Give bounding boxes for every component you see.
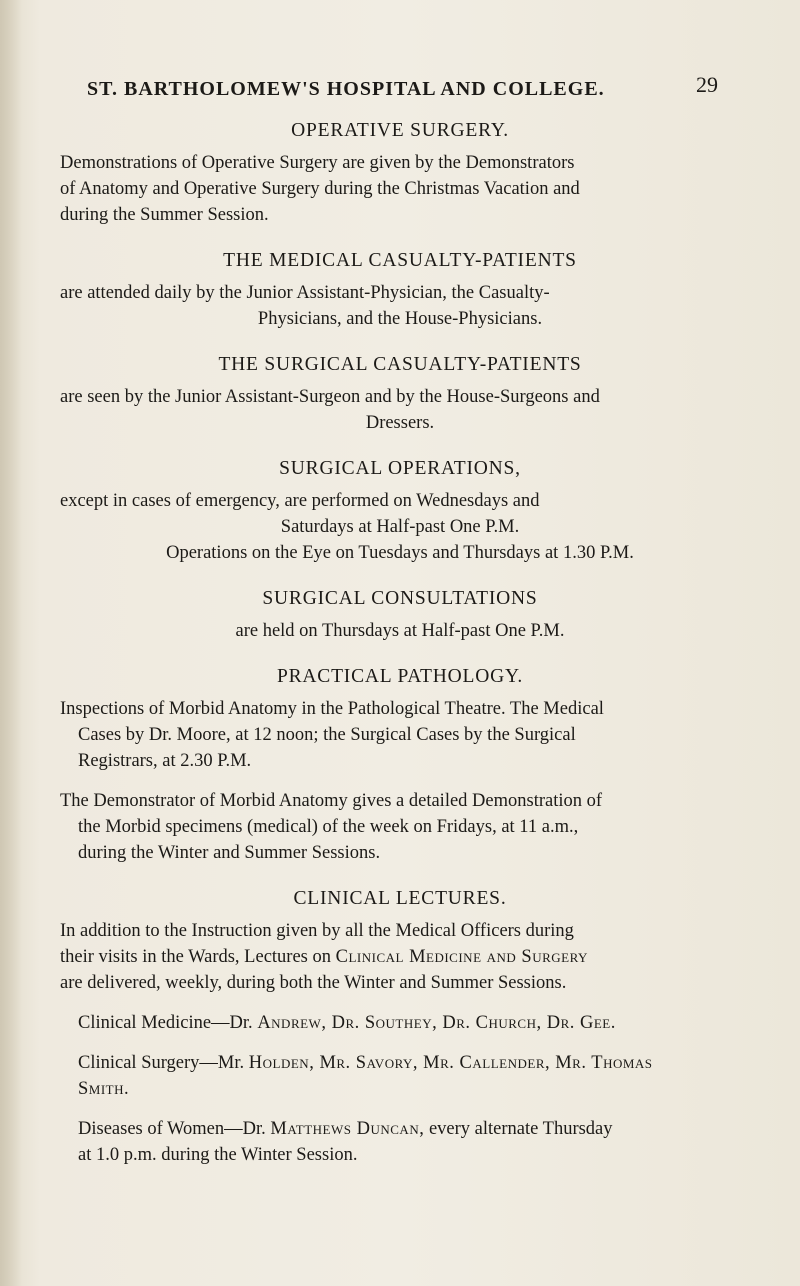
clinical-surgery-line-1 — [60, 1050, 740, 1076]
clinical-lectures-subjects: Clinical Medicine and Surgery — [335, 947, 588, 967]
pathology-p2-line-3: during the Winter and Summer Sessions. — [78, 843, 381, 863]
page-edge-shadow — [0, 0, 22, 1286]
heading-surgical-consultations: SURGICAL CONSULTATIONS — [262, 588, 538, 609]
page-body — [60, 118, 740, 1168]
operative-line-2: of Anatomy and Operative Surgery during the Christmas Vacation and — [60, 179, 580, 199]
heading-clinical-lectures: CLINICAL LECTURES. — [293, 888, 507, 909]
clinical-medicine-label: Clinical Medicine—Dr. — [78, 1013, 253, 1033]
operative-line-1: Demonstrations of Operative Surgery are given by the Demonstrators — [60, 153, 575, 173]
surgical-consultations-line-1: are held on Thursdays at Half-past One P.M. — [235, 621, 565, 641]
diseases-women-line-1 — [60, 1116, 740, 1142]
pathology-p1-line-3: Registrars, at 2.30 P.M. — [78, 751, 252, 771]
medical-casualty-line-2: Physicians, and the House-Physicians. — [257, 309, 543, 329]
clinical-surgery-names: Holden, Mr. Savory, Mr. Callender, Mr. Thomas — [248, 1053, 653, 1073]
clinical-lectures-line-1: In addition to the Instruction given by all the Medical Officers during — [60, 921, 574, 941]
pathology-p1-line-1: Inspections of Morbid Anatomy in the Pathological Theatre. The Medical — [60, 699, 604, 719]
clinical-surgery-names-cont: Smith. — [78, 1079, 130, 1099]
eye-operations-line: Operations on the Eye on Tuesdays and Thursdays at 1.30 P.M. — [166, 543, 634, 563]
clinical-lectures-line-3: are delivered, weekly, during both the Winter and Summer Sessions. — [60, 973, 567, 993]
pathology-p2-line-2: the Morbid specimens (medical) of the week on Fridays, at 11 a.m., — [78, 817, 579, 837]
heading-practical-pathology: PRACTICAL PATHOLOGY. — [276, 666, 524, 687]
diseases-women-label: Diseases of Women—Dr. — [78, 1119, 266, 1139]
clinical-lectures-line-2-text: their visits in the Wards, Lectures on — [60, 947, 331, 967]
operative-line-3: during the Summer Session. — [60, 205, 269, 225]
pathology-p2-line-1: The Demonstrator of Morbid Anatomy gives a detailed Demonstration of — [60, 791, 603, 811]
diseases-women-names: Matthews Duncan, — [270, 1119, 425, 1139]
surgical-casualty-line-2: Dressers. — [365, 413, 435, 433]
surgical-operations-line-1: except in cases of emergency, are performed on Wednesdays and — [60, 491, 540, 511]
running-head: ST. BARTHOLOMEW'S HOSPITAL AND COLLEGE. — [87, 78, 605, 100]
clinical-surgery-label: Clinical Surgery—Mr. — [78, 1053, 245, 1073]
diseases-women-schedule: every alternate Thursday — [428, 1119, 613, 1139]
diseases-women-line-2: at 1.0 p.m. during the Winter Session. — [78, 1145, 358, 1165]
heading-medical-casualty: THE MEDICAL CASUALTY-PATIENTS — [223, 250, 577, 271]
surgical-casualty-line-1: are seen by the Junior Assistant-Surgeon and by the House-Surgeons and — [60, 387, 600, 407]
clinical-surgery-line-2 — [60, 1076, 740, 1102]
page-number: 29 — [696, 72, 718, 97]
medical-casualty-line-1: are attended daily by the Junior Assistant-Physician, the Casualty- — [60, 283, 550, 303]
pathology-p1-line-2: Cases by Dr. Moore, at 12 noon; the Surgical Cases by the Surgical — [78, 725, 576, 745]
clinical-medicine-names: Andrew, Dr. Southey, Dr. Church, Dr. Gee. — [257, 1013, 616, 1033]
heading-surgical-operations: SURGICAL OPERATIONS, — [279, 458, 521, 479]
clinical-medicine-line — [60, 1010, 740, 1036]
heading-surgical-casualty: THE SURGICAL CASUALTY-PATIENTS — [218, 354, 582, 375]
heading-operative-surgery: OPERATIVE SURGERY. — [291, 120, 509, 141]
surgical-operations-line-2: Saturdays at Half-past One P.M. — [280, 517, 520, 537]
clinical-lectures-line-2 — [60, 944, 740, 970]
